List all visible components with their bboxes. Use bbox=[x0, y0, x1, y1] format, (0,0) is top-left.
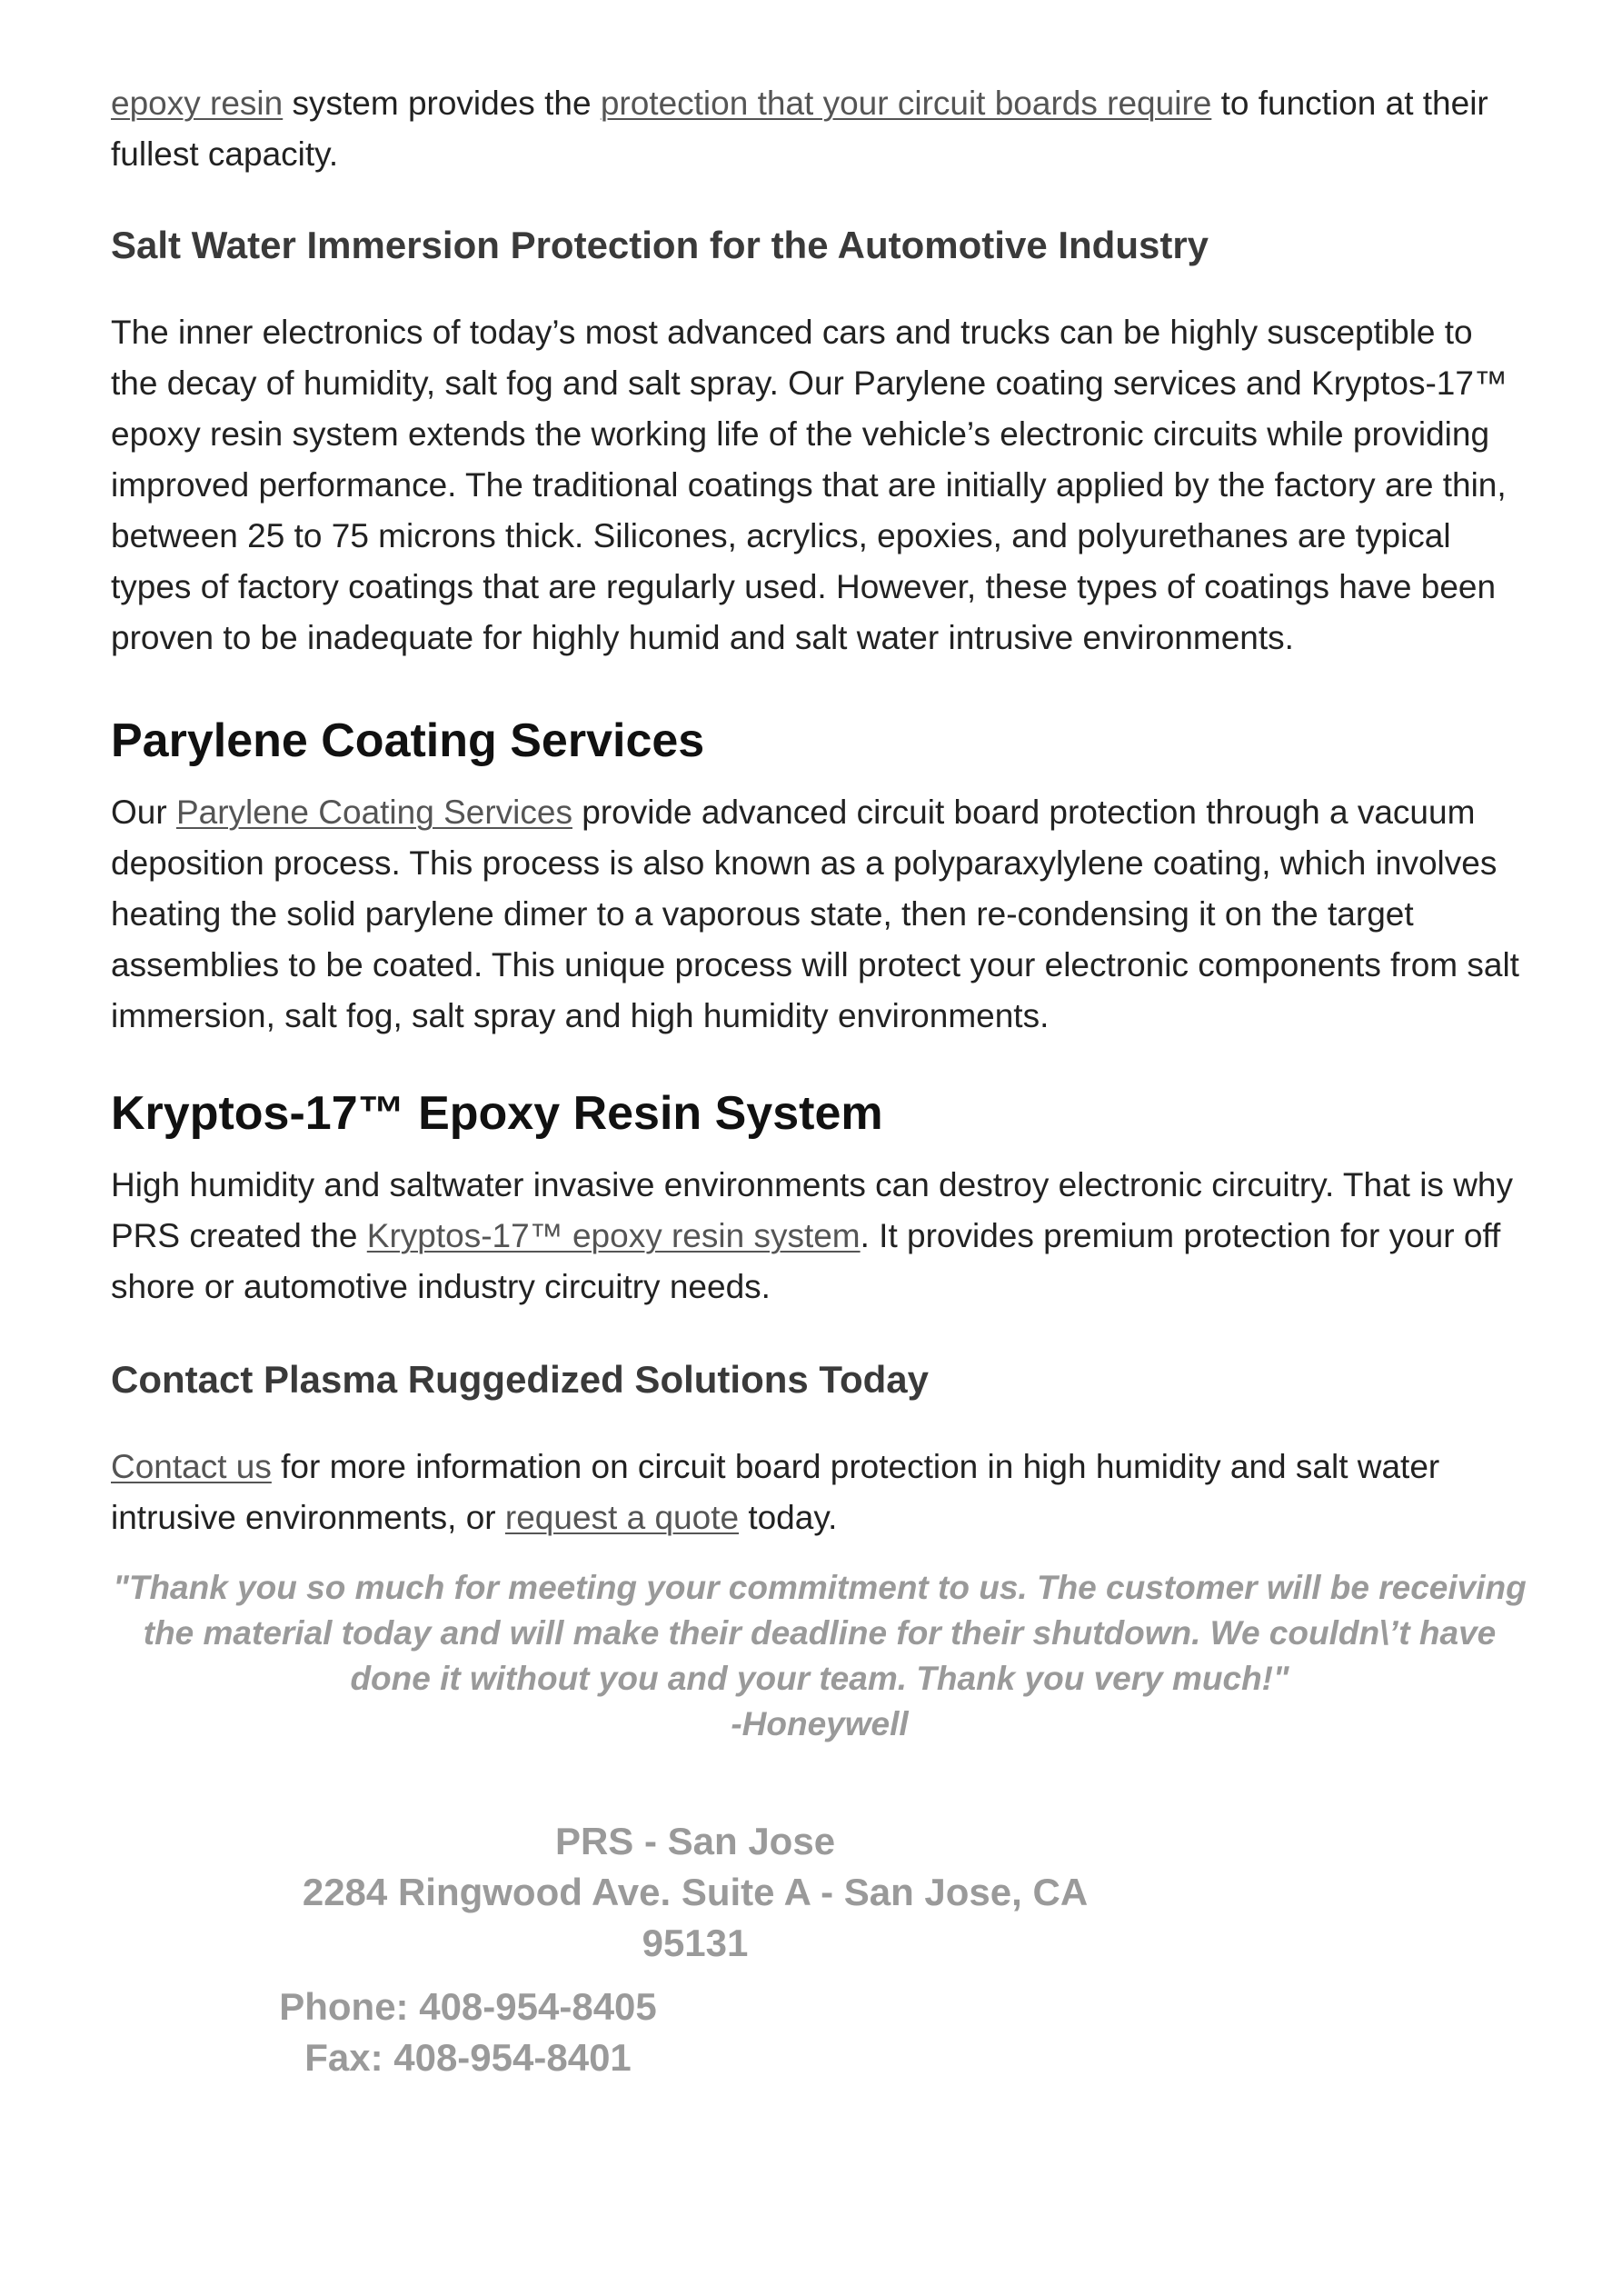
contact-text-1: for more information on circuit board protection in high humidity and salt water intrusive environments, or bbox=[111, 1448, 1440, 1536]
parylene-coating-services-link[interactable]: Parylene Coating Services bbox=[175, 794, 572, 831]
testimonial-author: -Honeywell bbox=[731, 1705, 909, 1742]
contact-heading: Contact Plasma Ruggedized Solutions Today bbox=[111, 1358, 929, 1401]
document-page bbox=[111, 78, 1528, 1747]
kryptos-heading: Kryptos-17™ Epoxy Resin System bbox=[111, 1087, 883, 1140]
intro-text-1: system provides the bbox=[283, 85, 601, 122]
salt-water-paragraph: The inner electronics of today’s most advanced cars and trucks can be highly susceptible to the decay of humidity, salt fog and salt spray. Our Parylene coating services and Kryptos-17™ epoxy resin system extends the working life of the vehicle’s electronic circuits while providing improved performance. The traditional coatings that are initially applied by the factory are thin, between 25 to 75 microns thick. Silicones, acrylics, epoxies, and polyurethanes are typical types of factory coatings that are regularly used. However, these types of coatings have been proven to be inadequate for highly humid and salt water intrusive environments. bbox=[111, 314, 1508, 656]
footer-fax: Fax: 408-954-8401 bbox=[304, 2036, 632, 2079]
contact-paragraph bbox=[111, 1442, 1528, 1543]
contact-us-link[interactable]: Contact us bbox=[111, 1448, 272, 1485]
parylene-text-2: provide advanced circuit board protection through a vacuum deposition process. This process is also known as a polyparaxylylene coating, which involves heating the solid parylene dimer to a vaporous state, then re-condensing it on the target assemblies to be coated. This unique process will protect your electronic components from salt immersion, salt fog, salt spray and high humidity environments. bbox=[111, 794, 1519, 1034]
protection-link[interactable]: protection that your circuit boards require bbox=[600, 85, 1212, 122]
footer-address-block bbox=[268, 1816, 1122, 1969]
footer-phone: Phone: 408-954-8405 bbox=[279, 1985, 657, 2028]
parylene-heading: Parylene Coating Services bbox=[111, 714, 705, 767]
kryptos-paragraph bbox=[111, 1160, 1528, 1313]
kryptos-epoxy-link[interactable]: Kryptos-17™ epoxy resin system bbox=[366, 1217, 861, 1254]
contact-text-2: today. bbox=[739, 1499, 838, 1536]
parylene-paragraph bbox=[111, 787, 1528, 1042]
salt-water-heading: Salt Water Immersion Protection for the Automotive Industry bbox=[111, 224, 1209, 266]
epoxy-resin-link[interactable]: epoxy resin bbox=[111, 85, 284, 122]
kryptos-text-1: High humidity and saltwater invasive environments can destroy electronic circuitry. That is why PRS created the bbox=[111, 1166, 1513, 1254]
footer-address: 2284 Ringwood Ave. Suite A - San Jose, CA 95131 bbox=[302, 1871, 1089, 1964]
testimonial-block bbox=[111, 1565, 1528, 1747]
parylene-text-1: Our bbox=[111, 794, 176, 831]
intro-text-2: to function at their fullest capacity. bbox=[111, 85, 1488, 173]
footer-contact-block bbox=[264, 1982, 672, 2083]
testimonial-quote: "Thank you so much for meeting your commitment to us. The customer will be receiving the material today and will make their deadline for their shutdown. We couldn\’t have done it without you and your team. Thank you very much!" bbox=[113, 1569, 1527, 1697]
footer-location: PRS - San Jose bbox=[554, 1820, 836, 1862]
request-quote-link[interactable]: request a quote bbox=[504, 1499, 740, 1536]
kryptos-text-2: . It provides premium protection for your off shore or automotive industry circuitry needs. bbox=[111, 1217, 1501, 1305]
intro-paragraph bbox=[111, 78, 1528, 180]
